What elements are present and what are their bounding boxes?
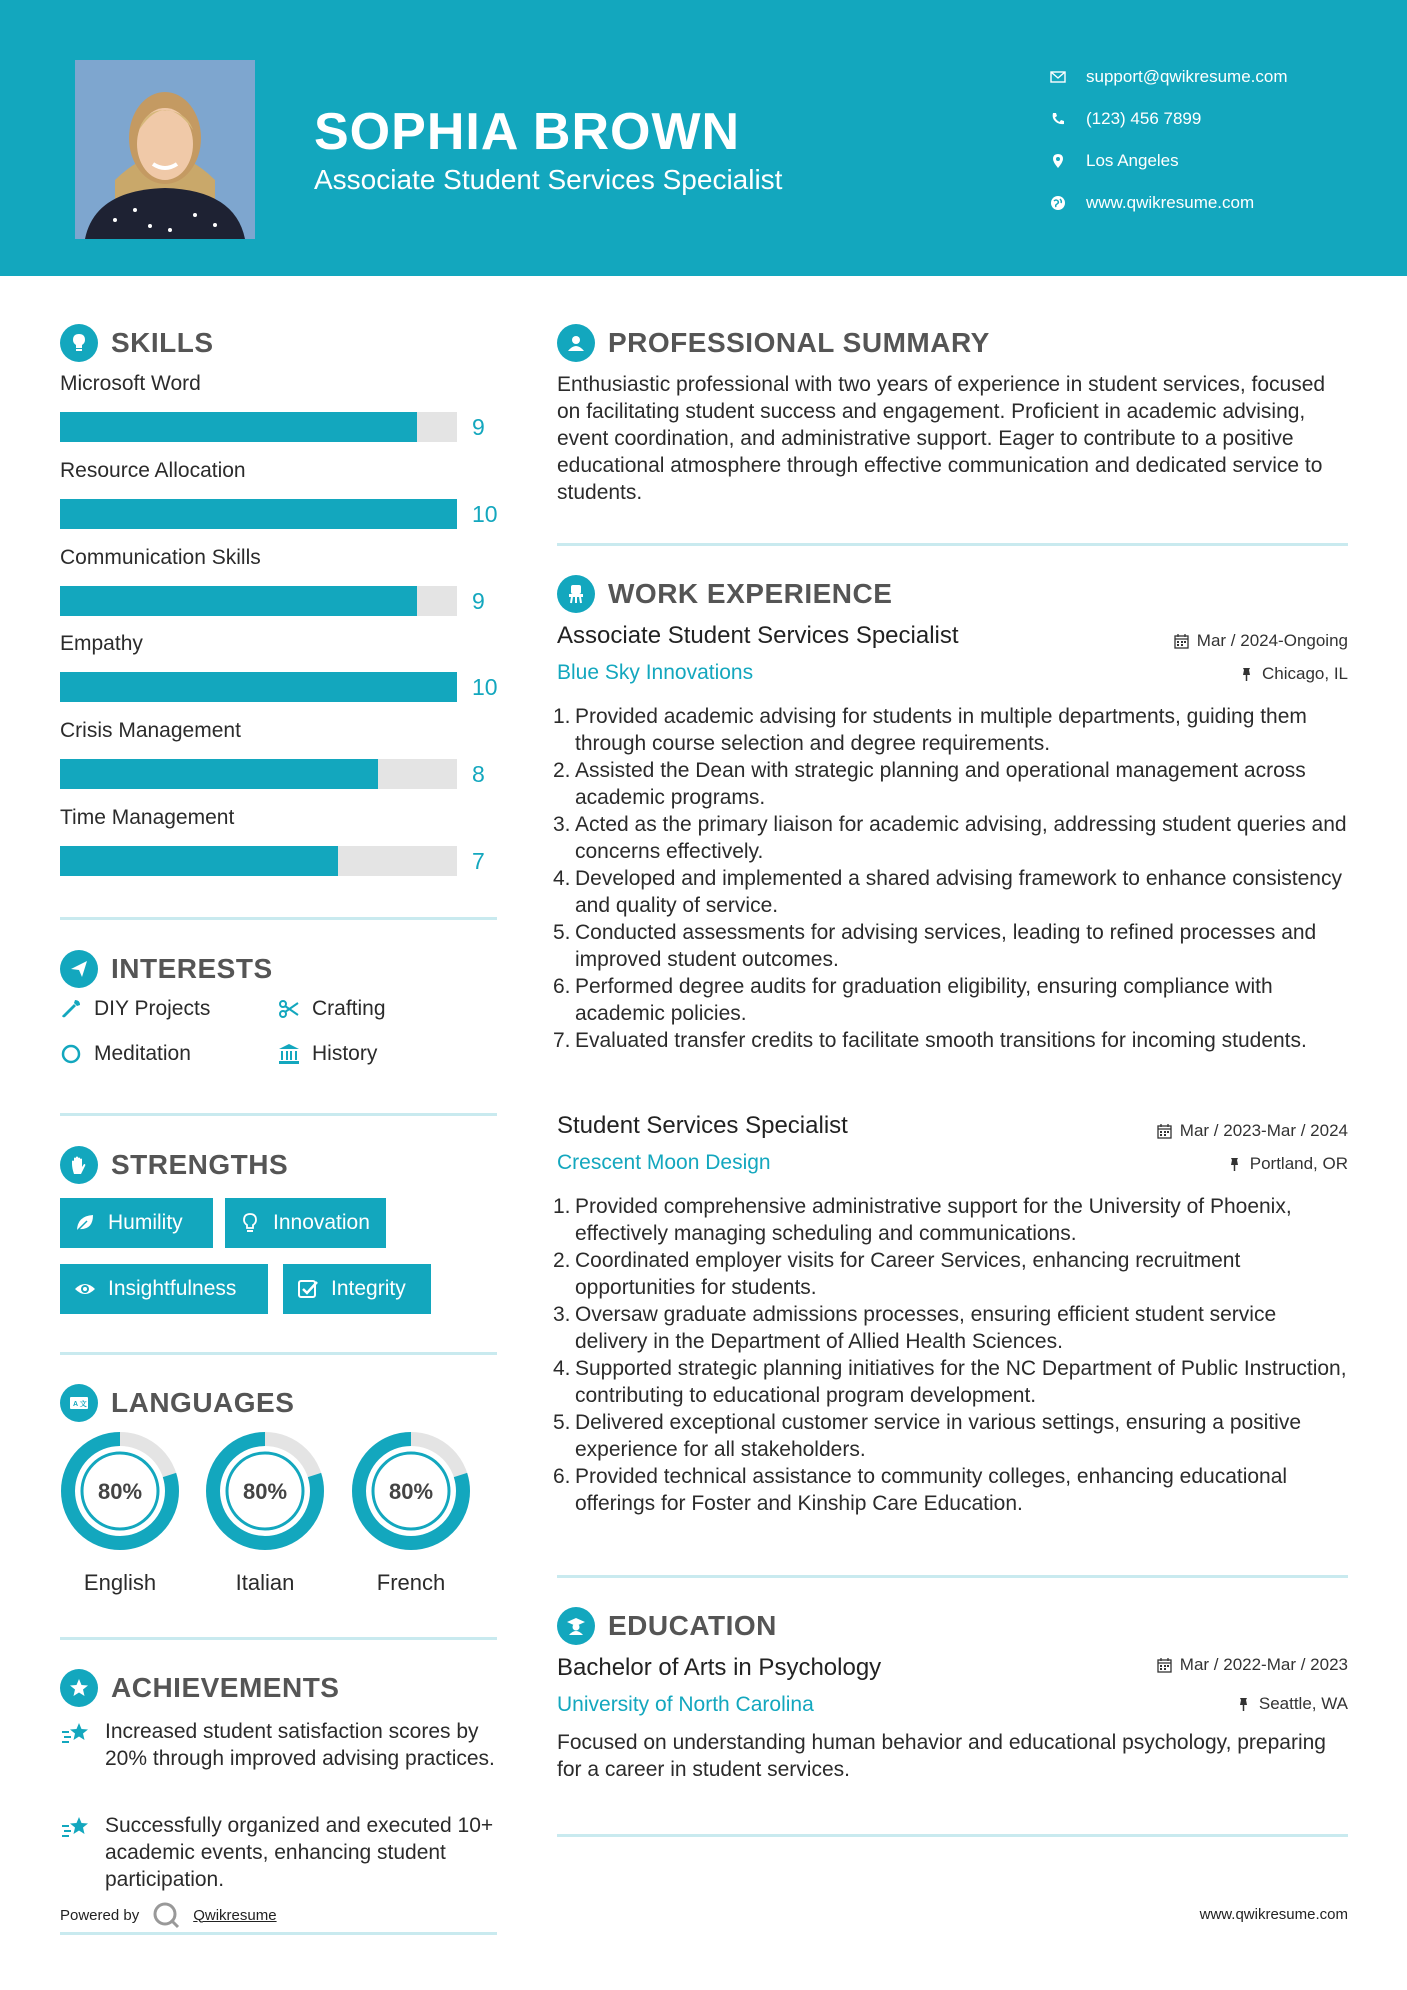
eye-icon [74,1278,96,1300]
duty-item [553,1193,1353,1247]
language-name: Italian [235,1570,295,1595]
interests-title: INTERESTS [111,953,273,984]
degree-title: Bachelor of Arts in Psychology [557,1654,882,1681]
school-name: University of North Carolina [557,1693,814,1716]
duty-number: 5. [553,921,571,944]
duty-number: 1. [553,1195,571,1218]
skills-title: SKILLS [111,327,214,358]
strengths-title: STRENGTHS [111,1149,289,1180]
circle-icon [60,1043,82,1065]
wrench-icon [60,998,82,1020]
divider [60,1352,497,1355]
duty-item [553,1027,1353,1054]
skill-name: Microsoft Word [60,372,201,395]
duty-number: 3. [553,813,571,836]
interest-label: DIY Projects [94,997,211,1020]
duty-text: Developed and implemented a shared advising framework to enhance consistency and quality of service. [575,867,1342,917]
duty-text: Provided technical assistance to community colleges, enhancing educational offerings for Foster and Kinship Care Education. [575,1465,1288,1515]
checkbox-icon [297,1278,319,1300]
divider [557,1575,1348,1578]
language-name: English [83,1570,157,1595]
language-percent: 80% [242,1479,288,1504]
strength-chip [283,1264,431,1314]
job-dates [1157,1121,1348,1141]
skill-name: Resource Allocation [60,459,246,482]
education-location [1236,1694,1348,1714]
divider [60,1113,497,1116]
education-dates-text: Mar / 2022-Mar / 2023 [1179,1655,1348,1674]
language-item [350,1430,472,1596]
leaf-icon [74,1212,96,1234]
paper-plane-icon [60,950,98,988]
pushpin-icon [1236,1697,1251,1712]
svg-text:A 文: A 文 [73,1401,87,1408]
job-duties-list [553,1193,1353,1517]
duty-text: Oversaw graduate admissions processes, ensuring efficient student service delivery in the Department of Allied Health Sciences. [575,1303,1277,1353]
job-duties-list [553,703,1353,1054]
job-title: Student Services Specialist [557,1112,848,1139]
pushpin-icon [1239,667,1254,682]
interest-label: Meditation [94,1042,191,1065]
achievement-text: Successfully organized and executed 10+ academic events, enhancing student participation. [105,1814,494,1891]
contact-email-text: support@qwikresume.com [1086,67,1288,86]
language-donut [350,1430,472,1552]
summary-title: PROFESSIONAL SUMMARY [608,327,990,358]
phone-icon [1050,111,1066,127]
skill-bar [60,672,500,702]
education-location-text: Seattle, WA [1258,1694,1348,1713]
job-title: Associate Student Services Specialist [557,622,959,649]
duty-number: 6. [553,1465,571,1488]
duty-text: Conducted assessments for advising services, leading to refined processes and improved student outcomes. [575,921,1317,971]
skill-item [60,806,500,876]
resume-header [0,0,1407,276]
skill-bar-fill [60,412,417,442]
pushpin-icon [1227,1157,1242,1172]
shooting-star-icon [60,1720,92,1748]
language-icon [60,1384,98,1422]
globe-icon [1050,195,1066,211]
skill-name: Communication Skills [60,546,261,569]
duty-text: Coordinated employer visits for Career Services, enhancing recruitment opportunities for students. [575,1249,1241,1299]
powered-label: Powered by [60,1906,140,1924]
brand-link[interactable]: Qwikresume [193,1906,277,1924]
skills-heading [60,324,214,362]
profile-photo-illustration [75,60,255,239]
duty-text: Delivered exceptional customer service in various settings, ensuring a positive experience for all stakeholders. [575,1411,1302,1461]
calendar-icon [1157,1658,1172,1673]
calendar-icon [1174,634,1189,649]
skill-value: 7 [472,848,485,874]
calendar-icon [1157,1124,1172,1139]
skill-bar [60,586,500,616]
divider [60,1932,497,1935]
summary-heading [557,324,990,362]
duty-number: 5. [553,1411,571,1434]
student-icon [557,1607,595,1645]
duty-item [553,1409,1353,1463]
skill-name: Time Management [60,806,235,829]
language-donut [59,1430,181,1552]
lightbulb-icon [60,324,98,362]
skill-bar-fill [60,672,457,702]
qwikresume-logo-icon [151,1900,181,1930]
language-name: French [376,1570,446,1595]
languages-heading [60,1384,294,1422]
skill-bar-fill [60,759,378,789]
skill-value: 10 [472,501,498,527]
languages-title: LANGUAGES [111,1387,295,1418]
duty-item [553,865,1353,919]
education-title: EDUCATION [608,1610,777,1641]
contact-email[interactable] [1050,56,1288,98]
duty-number: 6. [553,975,571,998]
job-company: Crescent Moon Design [557,1151,771,1174]
job-dates-text: Mar / 2024-Ongoing [1196,631,1348,650]
duty-item [553,811,1353,865]
job-location-text: Portland, OR [1249,1154,1348,1173]
duty-text: Provided comprehensive administrative support for the University of Phoenix, effectively managing scheduling and communications. [575,1195,1292,1245]
duty-number: 2. [553,1249,571,1272]
skill-name: Crisis Management [60,719,241,742]
strength-label: Humility [108,1211,183,1234]
skill-item [60,546,500,616]
duty-number: 7. [553,1029,571,1052]
job-location-text: Chicago, IL [1262,664,1348,683]
education-dates [1157,1655,1348,1675]
footer-website[interactable]: www.qwikresume.com [1199,1906,1348,1923]
profile-photo [75,60,255,239]
contact-location [1050,140,1288,182]
lightbulb-icon [239,1212,261,1234]
skill-item [60,719,500,789]
divider [557,1834,1348,1837]
duty-item [553,973,1353,1027]
achievements-heading [60,1669,339,1707]
language-item [59,1430,181,1596]
job-location [1239,664,1348,684]
skill-value: 10 [472,674,498,700]
duty-text: Assisted the Dean with strategic planning and operational management across academic programs. [575,759,1306,809]
duty-item [553,757,1353,811]
experience-title: WORK EXPERIENCE [608,578,893,609]
candidate-title: Associate Student Services Specialist [314,164,783,195]
skill-item [60,459,500,529]
job-location [1227,1154,1348,1174]
experience-heading [557,575,892,613]
skill-item [60,372,500,442]
duty-number: 4. [553,1357,571,1380]
strength-label: Innovation [273,1211,370,1234]
skill-value: 9 [472,414,485,440]
envelope-icon [1050,69,1066,85]
interest-label: History [312,1042,378,1065]
duty-text: Provided academic advising for students in multiple departments, guiding them through course selection and degree requirements. [575,705,1307,755]
contact-location-text: Los Angeles [1086,151,1179,170]
contact-website[interactable] [1050,182,1288,224]
skill-bar-fill [60,846,338,876]
achievements-title: ACHIEVEMENTS [111,1672,340,1703]
strength-chip [60,1198,213,1248]
duty-number: 2. [553,759,571,782]
interest-item [278,997,386,1021]
skill-value: 8 [472,761,485,787]
interest-item [60,1042,191,1066]
strength-label: Insightfulness [108,1277,237,1300]
duty-text: Evaluated transfer credits to facilitate smooth transitions for incoming students. [575,1029,1307,1052]
duty-text: Performed degree audits for graduation eligibility, ensuring compliance with academic policies. [575,975,1273,1025]
achievement-item [60,1812,500,1893]
duty-item [553,703,1353,757]
duty-number: 4. [553,867,571,890]
skill-value: 9 [472,588,485,614]
duty-number: 3. [553,1303,571,1326]
achievement-text: Increased student satisfaction scores by 20% through improved advising practices. [105,1720,495,1770]
skill-bar-fill [60,499,457,529]
duty-text: Acted as the primary liaison for academic advising, addressing student queries and concerns effectively. [575,813,1347,863]
language-percent: 80% [97,1479,143,1504]
skill-bar [60,499,500,529]
language-percent: 80% [388,1479,434,1504]
interest-label: Crafting [312,997,386,1020]
shooting-star-icon [60,1814,92,1842]
achievement-item [60,1718,500,1772]
contact-phone[interactable] [1050,98,1288,140]
language-item [204,1430,326,1596]
interest-item [278,1042,377,1066]
skill-bar [60,846,500,876]
education-heading [557,1607,777,1645]
contact-phone-text: (123) 456 7899 [1086,109,1202,128]
job-dates [1174,631,1348,651]
education-description: Focused on understanding human behavior and educational psychology, preparing for a career in student services. [557,1731,1326,1781]
skill-bar-fill [60,586,417,616]
duty-item [553,1355,1353,1409]
hand-icon [60,1146,98,1184]
duty-number: 1. [553,705,571,728]
contact-list [1050,56,1288,224]
divider [557,543,1348,546]
powered-by [60,1900,277,1930]
strength-label: Integrity [331,1277,406,1300]
skill-name: Empathy [60,632,143,655]
duty-item [553,1301,1353,1355]
divider [60,1637,497,1640]
skill-item [60,632,500,702]
duty-item [553,1463,1353,1517]
duty-item [553,1247,1353,1301]
candidate-name: SOPHIA BROWN [314,103,741,161]
user-icon [557,324,595,362]
scissors-icon [278,998,300,1020]
skill-bar [60,412,500,442]
skill-bar [60,759,500,789]
star-badge-icon [60,1669,98,1707]
job-company: Blue Sky Innovations [557,661,754,684]
chair-icon [557,575,595,613]
job-dates-text: Mar / 2023-Mar / 2024 [1179,1121,1348,1140]
strengths-heading [60,1146,288,1184]
interest-item [60,997,210,1021]
interests-heading [60,950,273,988]
contact-website-text: www.qwikresume.com [1086,193,1255,212]
divider [60,917,497,920]
language-donut [204,1430,326,1552]
duty-item [553,919,1353,973]
strength-chip [225,1198,386,1248]
summary-text: Enthusiastic professional with two years of experience in student services, focused on facilitating student success and engagement. Proficient in academic advising, event coordination, and administrative support. Eager to contribute to a positive educational atmosphere through effective communication and dedicated service to students. [557,373,1326,504]
strength-chip [60,1264,268,1314]
location-pin-icon [1050,153,1066,169]
museum-icon [278,1043,300,1065]
duty-text: Supported strategic planning initiatives for the NC Department of Public Instruction, contributing to educational program development. [575,1357,1347,1407]
